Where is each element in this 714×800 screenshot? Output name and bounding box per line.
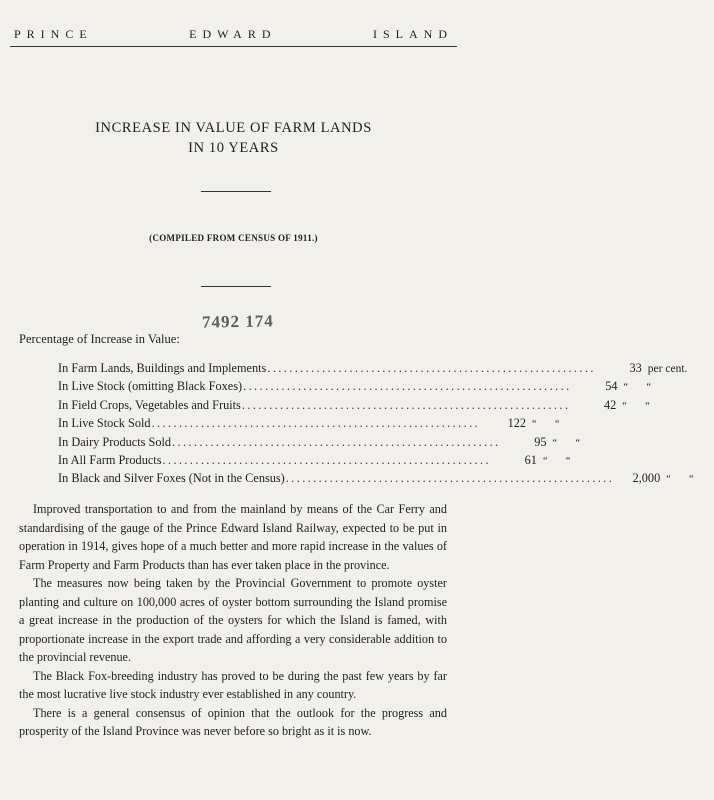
running-head-word: EDWARD bbox=[189, 27, 277, 41]
body-text bbox=[19, 500, 447, 741]
stat-value: 33 bbox=[629, 361, 642, 375]
stat-label: In Field Crops, Vegetables and Fruits bbox=[58, 397, 241, 412]
paragraph: The measures now being taken by the Provincial Government to promote oyster planting and culture on 100,000 acres of oyster bottom surrounding the Island promise a great increase in the production of the oysters for which the Island is famed, with proportionate increase in the export trade and affording a very considerable addition to the provincial revenue. bbox=[19, 576, 447, 664]
leader-dots: ............................................................ bbox=[172, 434, 501, 449]
stat-unit: “ “ bbox=[552, 437, 588, 449]
leader-dots: ............................................................ bbox=[162, 452, 491, 467]
leader-dots: ............................................................ bbox=[243, 379, 572, 394]
stat-row bbox=[58, 471, 702, 489]
paragraph: The Black Fox-breeding industry has proved to be during the past few years by far the most lucrative live stock industry ever established in any country. bbox=[19, 668, 447, 701]
divider bbox=[201, 286, 271, 287]
stat-unit: “ “ bbox=[532, 419, 568, 431]
stat-value: 61 bbox=[524, 452, 537, 467]
stat-label: In Live Stock (omitting Black Foxes) bbox=[58, 379, 243, 394]
header-rule bbox=[10, 46, 457, 47]
running-head-word: ISLAND bbox=[372, 27, 453, 41]
stat-label: In All Farm Products bbox=[58, 452, 162, 467]
subtitle: (COMPILED FROM CENSUS OF 1911.) bbox=[149, 233, 318, 243]
leader-dots: ............................................................ bbox=[151, 416, 481, 431]
stat-unit: “ “ bbox=[622, 400, 658, 412]
leader-dots: ............................................................ bbox=[241, 397, 571, 412]
leader-dots: ............................................................ bbox=[267, 361, 596, 375]
stat-label: In Black and Silver Foxes (Not in the Census) bbox=[58, 471, 285, 486]
stat-unit: per cent. bbox=[647, 363, 688, 375]
stat-value: 54 bbox=[605, 379, 618, 394]
divider bbox=[201, 191, 271, 192]
leader-dots: ............................................................ bbox=[285, 471, 615, 486]
stat-value: 95 bbox=[534, 434, 547, 449]
stat-row bbox=[58, 434, 588, 453]
paragraph: There is a general consensus of opinion that the outlook for the progress and prosperity of the Island Province was never before so bright as it is now. bbox=[19, 705, 447, 738]
running-head bbox=[14, 27, 453, 42]
stat-unit: “ “ bbox=[623, 382, 659, 394]
paragraph: Improved transportation to and from the mainland by means of the Car Ferry and standardising of the gauge of the Prince Edward Island Railway, expected to be put in operation in 1914, gives hope of a much better and more rapid increase in the values of Farm Property and Farm Products than has ever taken place in the province. bbox=[19, 502, 447, 572]
running-head-word: PRINCE bbox=[14, 27, 93, 41]
page-title bbox=[0, 118, 467, 158]
stat-row bbox=[58, 397, 658, 416]
title-line: INCREASE IN VALUE OF FARM LANDS bbox=[95, 120, 372, 136]
stats-intro: Percentage of Increase in Value: bbox=[19, 332, 180, 346]
stat-unit: “ “ bbox=[666, 474, 702, 486]
stat-row bbox=[58, 416, 568, 434]
title-line: IN 10 YEARS bbox=[188, 140, 279, 156]
stat-row bbox=[58, 379, 659, 397]
stat-label: In Live Stock Sold bbox=[58, 416, 151, 431]
stat-row bbox=[58, 361, 688, 379]
stat-label: In Farm Lands, Buildings and Implements bbox=[58, 361, 267, 375]
stamp-number: 7492 174 bbox=[201, 311, 274, 332]
stat-value: 122 bbox=[507, 416, 527, 431]
stats-table bbox=[58, 361, 702, 490]
stat-value: 2,000 bbox=[632, 471, 661, 486]
stat-unit: “ “ bbox=[542, 455, 579, 467]
stat-row bbox=[58, 452, 579, 471]
stat-label: In Dairy Products Sold bbox=[58, 434, 172, 449]
stat-value: 42 bbox=[604, 397, 617, 412]
